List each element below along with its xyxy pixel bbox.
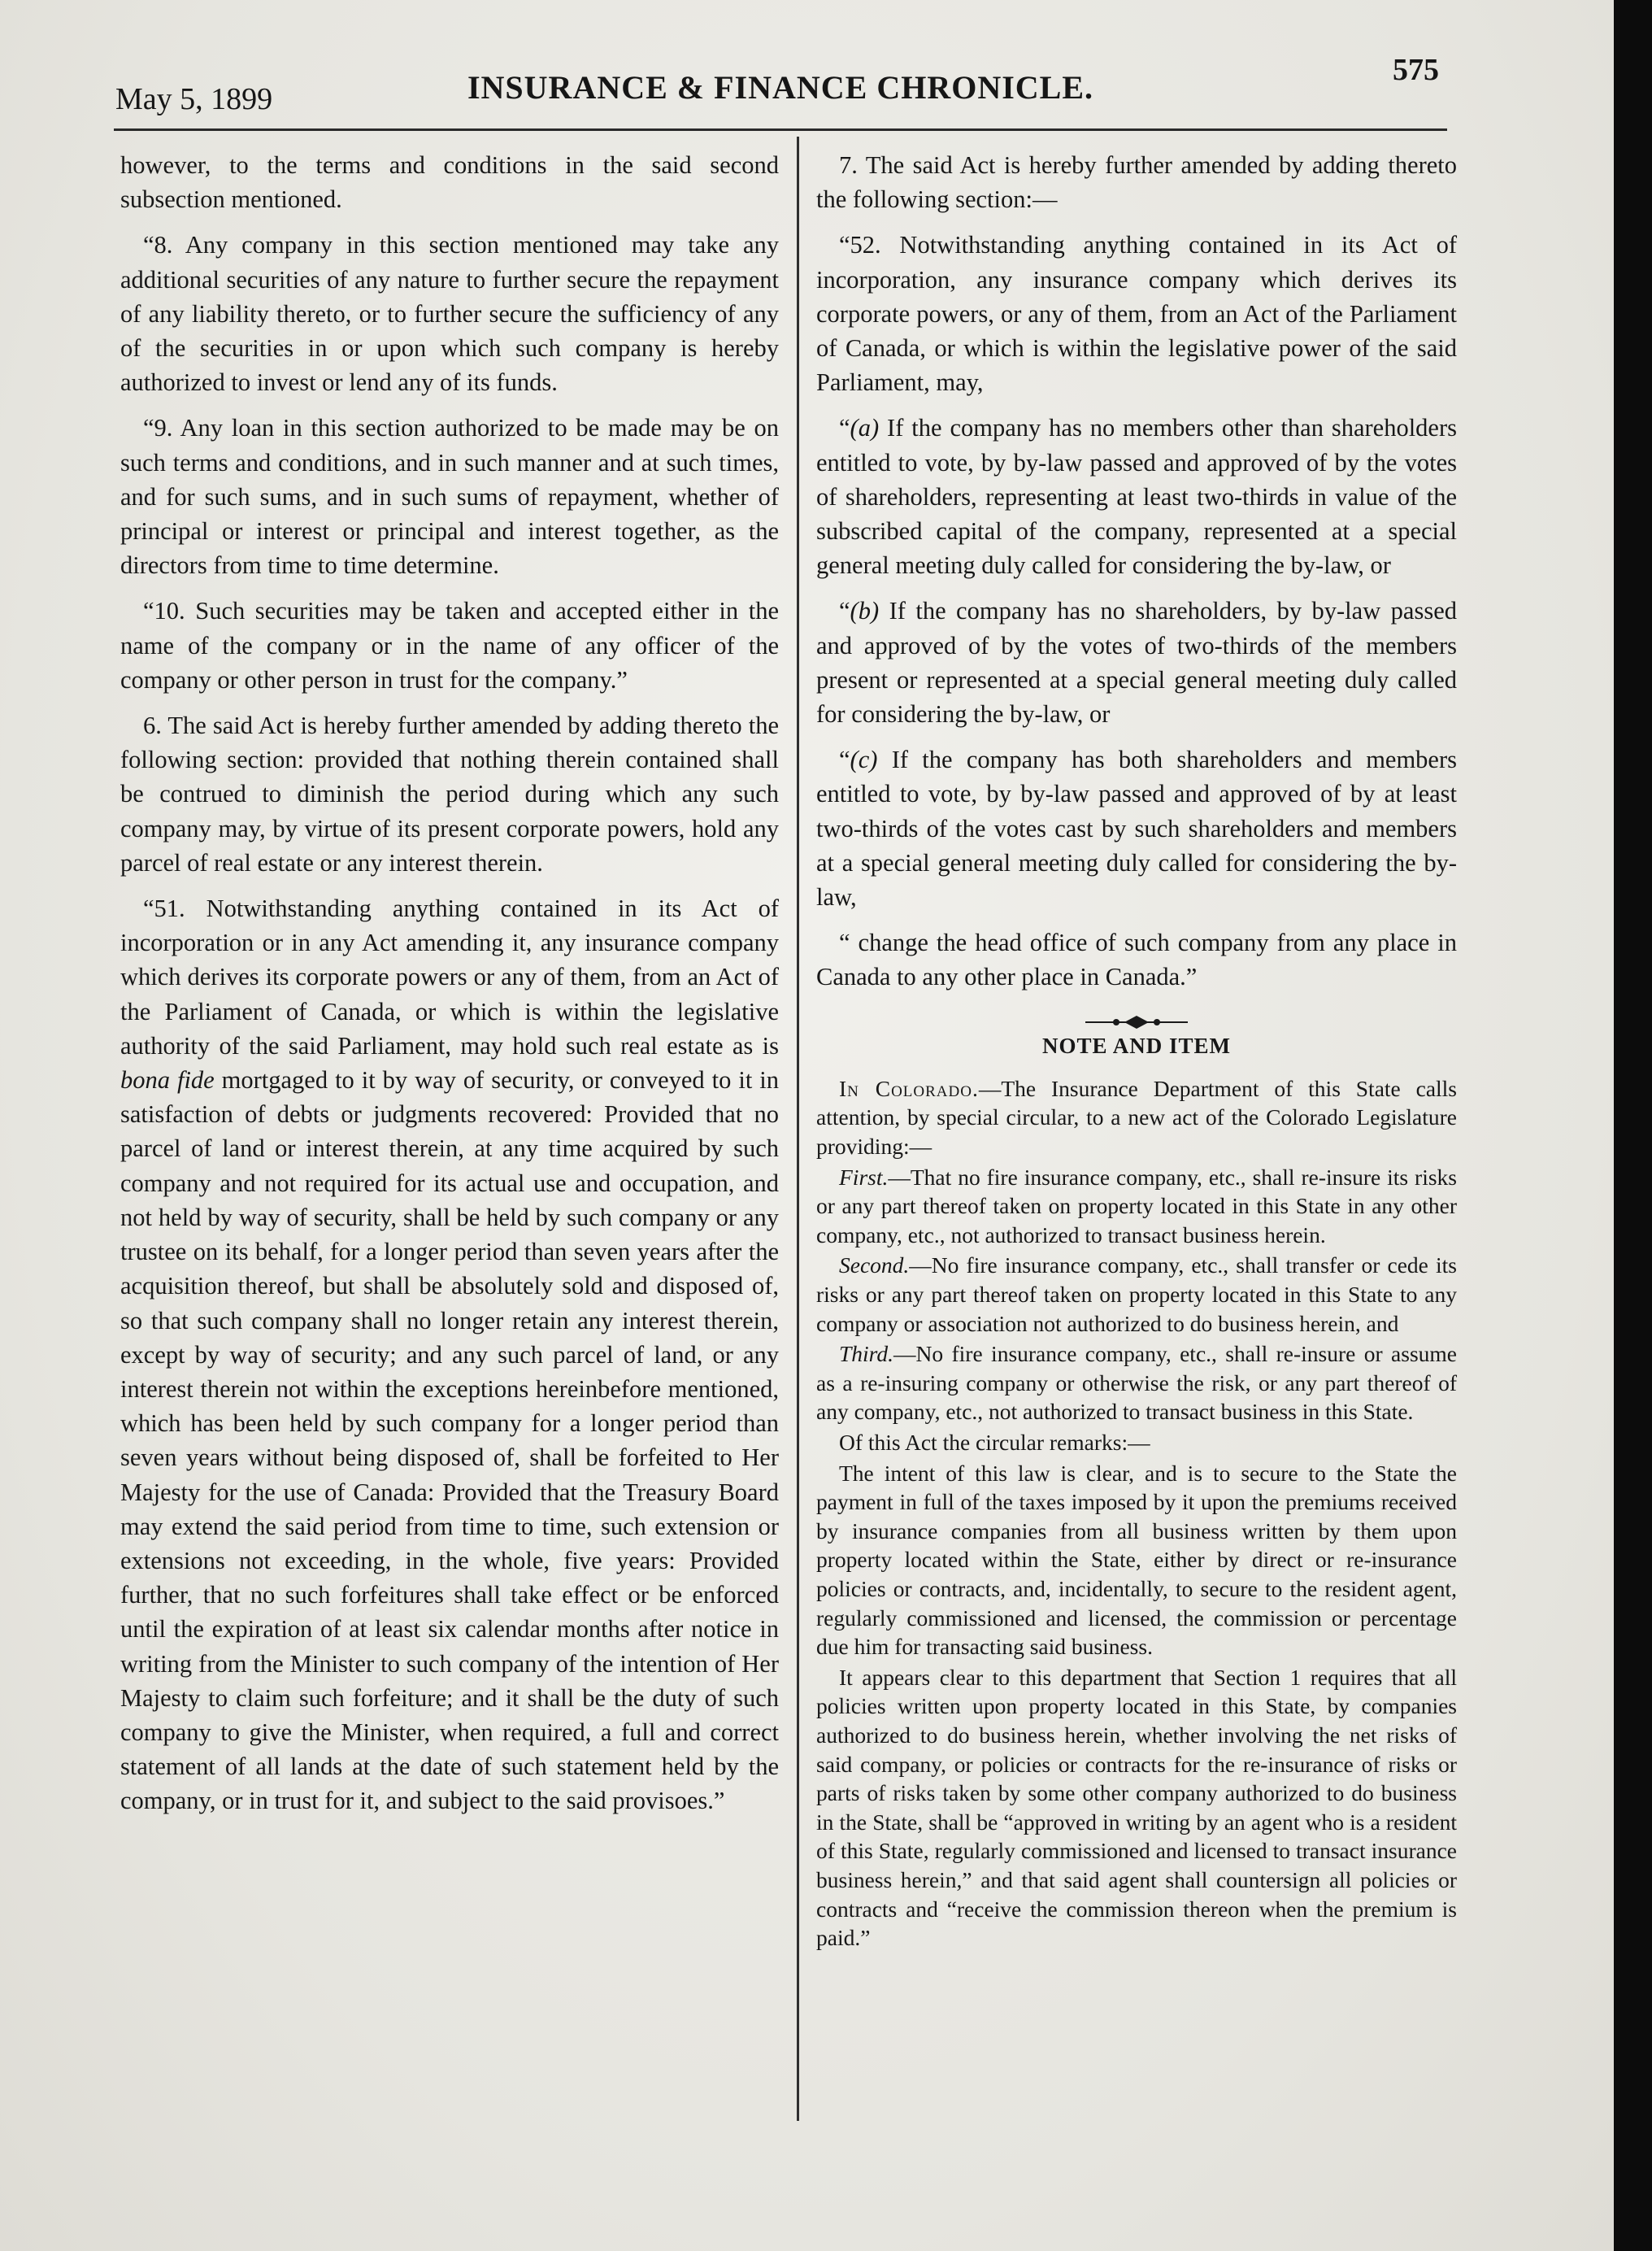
text-run: —No fire insurance company, etc., shall re-insure or assume as a re-insuring company or otherwise the risk, or any part thereof of any company, etc., not authorized to transact business in this State.: [816, 1341, 1457, 1425]
publication-title: INSURANCE & FINANCE CHRONICLE.: [467, 69, 1094, 106]
page-header: [114, 49, 1447, 130]
clause-label: (c): [850, 746, 878, 774]
lead-in: Third.: [839, 1341, 893, 1367]
column-divider: [797, 137, 799, 2121]
left-column: [120, 148, 779, 1830]
paragraph: however, to the terms and conditions in the said second subsection mentioned.: [120, 151, 779, 214]
clause-label: (a): [850, 414, 880, 442]
italic-text: bona fide: [120, 1066, 215, 1095]
text-run: If the company has no shareholders, by by-law passed and approved of by the votes of two-thirds of the members present or represented at a special general meeting duly called for considering the by-law, or: [816, 597, 1457, 729]
lead-in: First.: [839, 1164, 889, 1190]
paragraph: [816, 1163, 1457, 1250]
section-heading: NOTE AND ITEM: [1041, 1033, 1232, 1058]
paragraph: [120, 891, 779, 1818]
paragraph: “10. Such securities may be taken and accepted either in the name of the company or in the name of any officer of the company or other person in trust for the company.”: [120, 597, 779, 694]
paragraph: Of this Act the circular remarks:—: [839, 1430, 1150, 1455]
header-rule: [114, 128, 1447, 131]
paragraph: “9. Any loan in this section authorized to be made may be on such terms and conditions, and in such manner and at such times, and for such sums, and in such sums of repayment, whether of principal or interest or principal and interest together, as the directors from time to time determine.: [120, 414, 779, 580]
lead-in: In Colorado.: [839, 1075, 979, 1101]
text-run: —The Insurance Department of this State calls attention, by special circular, to a new act of the Colorado Legislature providing:—: [816, 1075, 1458, 1160]
paragraph: “(b) If the company has no shareholders, by by-law passed and approved of by the votes of two-thirds of the members present or represented at a special general meeting duly called for considering the by-law, or: [816, 597, 1457, 729]
paragraph: [816, 1339, 1457, 1426]
text-run: mortgaged to it by way of security, or conveyed to it in satisfaction of debts or judgments recovered: Provided that no parcel of land or interest therein, at any time acquired by such company and not required for its actual use and occupation, and not held by way of security, shall be held by such company or any trustee on its behalf, for a longer period than seven years after the acquisition thereof, but shall be absolutely sold and disposed of, so that such company shall no longer retain any interest therein, except by way of security; and any such parcel of land, or any interest therein not within the exceptions hereinbefore mentioned, which has been held by such company for a longer period than seven years without being disposed of, shall be forfeited to Her Majesty for the use of Canada: Provided that the Treasury Board may extend the said period from time to time, such extension or extensions not exceeding, in the whole, five years: Provided further, that no such forfeitures shall take effect or be enforced until the expiration of at least six calendar months after notice in writing from the Minister to such company of the intention of Her Majesty to claim such forfeiture; and it shall be the duty of such company to give the Minister, when required, a full and correct statement of all lands at the date of such statement held by the company, or in trust for it, and subject to the said provisoes.”: [120, 1066, 779, 1815]
text-run: —No fire insurance company, etc., shall transfer or cede its risks or any part thereof taken on property located in this State to any company or association not authorized to do business herein, and: [816, 1252, 1457, 1336]
paragraph: The intent of this law is clear, and is to secure to the State the payment in full of the taxes imposed by it upon the premiums received by insurance companies from all business written by them upon property located within the State, either by direct or re-insurance policies or contracts, and, incidentally, to secure to the resident agent, regularly commissioned and licensed, the commission or percentage due him for transacting said business.: [816, 1460, 1457, 1660]
right-column: [816, 148, 1457, 1954]
paragraph: “(a) If the company has no members other than shareholders entitled to vote, by by-law passed and approved of by the votes of shareholders, representing at least two-thirds in value of the subscribed capital of the company, represented at a special general meeting duly called for considering the by-law, or: [816, 414, 1457, 580]
issue-date: May 5, 1899: [115, 82, 273, 116]
paragraph: 6. The said Act is hereby further amended by adding thereto the following section: provided that nothing therein contained shall be contrued to diminish the period during which any such company may, by virtue of its present corporate powers, hold any parcel of real estate or any interest therein.: [120, 712, 779, 877]
note-items: [816, 1074, 1457, 1953]
paragraph: “52. Notwithstanding anything contained in its Act of incorporation, any insurance company which derives its corporate powers, or any of them, from an Act of the Parliament of Canada, or which is within the legislative power of the said Parliament, may,: [816, 231, 1457, 397]
text-run: If the company has no members other than shareholders entitled to vote, by by-law passed and approved of by the votes of shareholders, representing at least two-thirds in value of the subscribed capital of the company, represented at a special general meeting duly called for considering the by-law, or: [816, 414, 1457, 580]
lead-in: Second.: [839, 1252, 910, 1278]
text-run: —That no fire insurance company, etc., shall re-insure its risks or any part thereof taken on property located in this State in any other company, etc., not authorized to transact business herein.: [816, 1164, 1457, 1247]
text-run: If the company has both shareholders and members entitled to vote, by by-law passed and approved of by at least two-thirds of the votes cast by such shareholders and members at a special general meeting duly called for considering the by-law,: [816, 746, 1457, 912]
clause-label: (b): [850, 597, 880, 625]
text-run: “51. Notwithstanding anything contained in its Act of incorporation or in any Act amending it, any insurance company which derives its corporate powers or any of them, from an Act of the Parliament of Canada, or which is within the legislative authority of the said Parliament, may hold such real estate as is: [120, 895, 779, 1060]
paragraph: [816, 1074, 1457, 1161]
page-number: 575: [1393, 53, 1439, 87]
paragraph: [816, 1251, 1457, 1338]
paragraph: “8. Any company in this section mentioned may take any additional securities of any nature to further secure the repayment of any liability thereto, or to further secure the sufficiency of any of the securities in or upon which such company is hereby authorized to invest or lend any of its funds.: [120, 231, 779, 397]
paragraph: “(c) If the company has both shareholders and members entitled to vote, by by-law passed and approved of by at least two-thirds of the votes cast by such shareholders and members at a special general meeting duly called for considering the by-law,: [816, 746, 1457, 912]
ornament-divider: [816, 1006, 1457, 1029]
paragraph: “ change the head office of such company from any place in Canada to any other place in Canada.”: [816, 929, 1457, 991]
paragraph: 7. The said Act is hereby further amended by adding thereto the following section:—: [816, 151, 1457, 214]
paragraph: It appears clear to this department that Section 1 requires that all policies written upon property located in this State, by companies authorized to do business herein, whether involving the net risks of said company, or policies or contracts for the re-insurance of risks or parts of risks taken by some other company authorized to do business in the State, shall be “approved in writing by an agent who is a resident of this State, regularly commissioned and licensed to transact insurance business herein,” and that said agent shall countersign all policies or contracts and “receive the commission thereon when the premium is paid.”: [816, 1664, 1457, 1951]
